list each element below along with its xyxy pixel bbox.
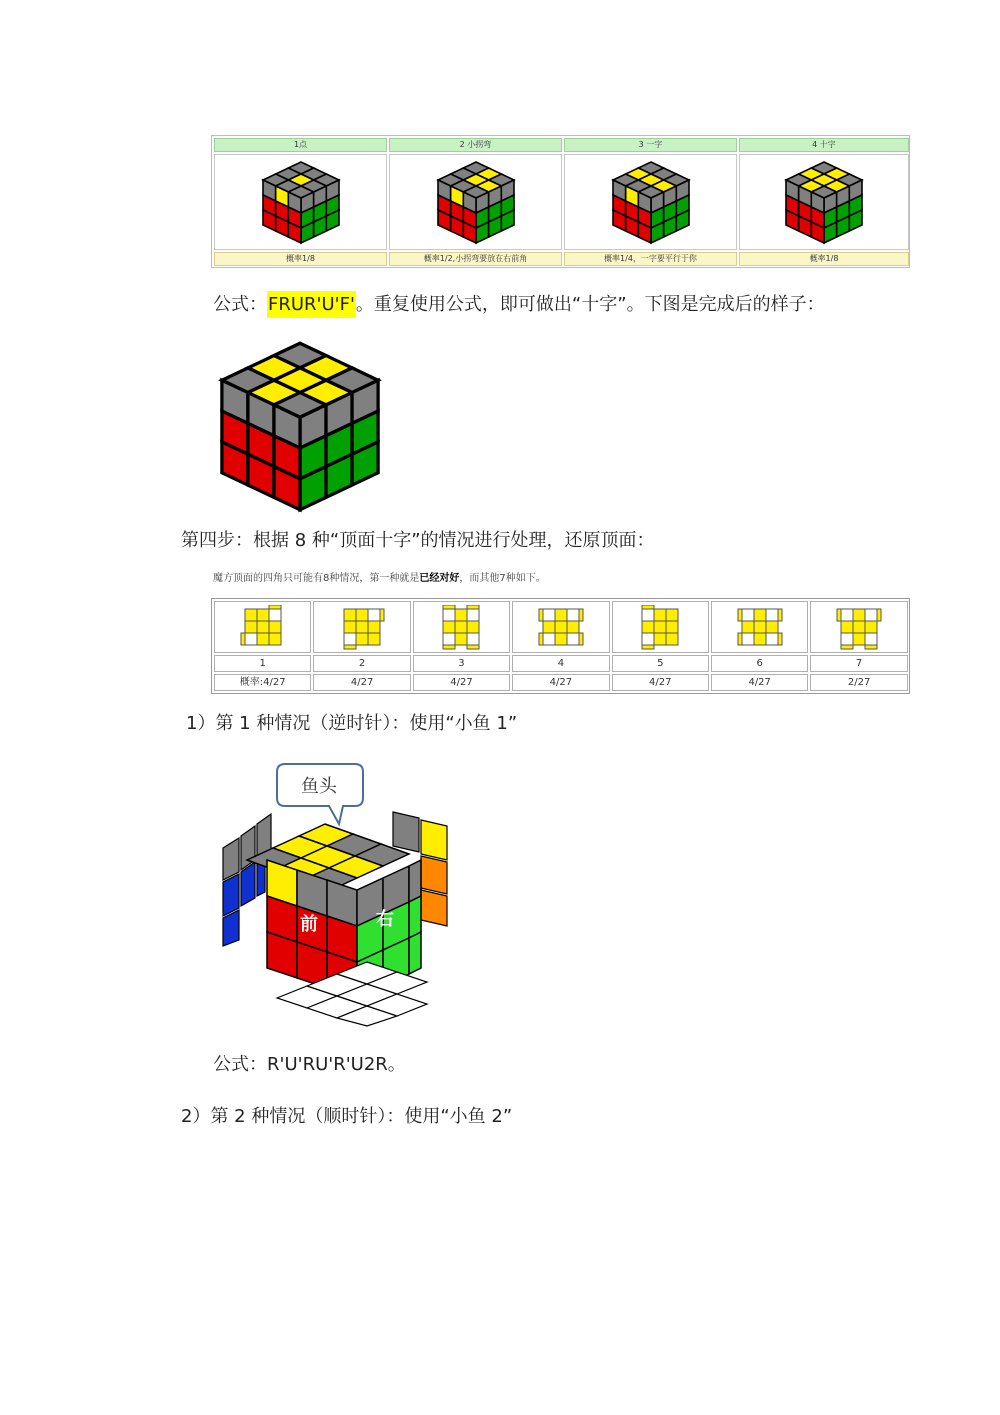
front-label: 前 bbox=[300, 914, 318, 935]
corner-case-number-2: 2 bbox=[313, 655, 410, 672]
corner-pattern-icon bbox=[437, 605, 485, 651]
bubble-label: 鱼头 bbox=[301, 776, 337, 797]
cube-line-icon bbox=[609, 158, 693, 248]
corner-pattern-icon bbox=[736, 605, 784, 651]
formula-highlight: FRUR'U'F' bbox=[267, 291, 356, 318]
corner-pattern-icon bbox=[835, 605, 883, 651]
formula-paragraph-2: 公式：R'U'RU'R'U2R。 bbox=[213, 1054, 406, 1075]
case-prob-3: 概率1/4，一字要平行于你 bbox=[564, 252, 737, 266]
case-header-3: 3 一字 bbox=[564, 138, 737, 152]
step-four-heading: 第四步：根据 8 种“顶面十字”的情况进行处理，还原顶面： bbox=[181, 530, 655, 551]
cube-l-shape-icon bbox=[434, 158, 518, 248]
corner-case-prob-4: 4/27 bbox=[512, 674, 609, 691]
corner-case-number-4: 4 bbox=[512, 655, 609, 672]
corner-case-number-3: 3 bbox=[413, 655, 510, 672]
case-header-2: 2 小拐弯 bbox=[389, 138, 562, 152]
case-two-heading: 2）第 2 种情况（顺时针）：使用“小鱼 2” bbox=[181, 1106, 513, 1127]
corner-case-image-3 bbox=[413, 601, 510, 653]
case-prob-4: 概率1/8 bbox=[739, 252, 909, 266]
case-prob-1: 概率1/8 bbox=[214, 252, 387, 266]
corner-case-image-5 bbox=[612, 601, 709, 653]
corner-case-prob-7: 2/27 bbox=[810, 674, 907, 691]
left-side-flap bbox=[223, 814, 271, 946]
cube-cross-icon bbox=[782, 158, 866, 248]
corner-case-image-1 bbox=[214, 601, 311, 653]
note-bold: 已经对好 bbox=[419, 573, 460, 584]
case-one-heading: 1）第 1 种情况（逆时针）：使用“小鱼 1” bbox=[186, 713, 518, 734]
formula-suffix: 。重复使用公式，即可做出“十字”。下图是完成后的样子： bbox=[355, 294, 825, 315]
note-suffix: ，而其他7种如下。 bbox=[459, 573, 546, 584]
corner-case-image-4 bbox=[512, 601, 609, 653]
corner-case-number-1: 1 bbox=[214, 655, 311, 672]
case-image-cell-2 bbox=[389, 154, 562, 250]
corner-case-prob-1: 概率:4/27 bbox=[214, 674, 311, 691]
case-image-cell-3 bbox=[564, 154, 737, 250]
corner-case-prob-6: 4/27 bbox=[711, 674, 808, 691]
corner-cases-table bbox=[211, 598, 910, 694]
cube-dot-icon bbox=[259, 158, 343, 248]
corner-case-prob-2: 4/27 bbox=[313, 674, 410, 691]
case-image-cell-1 bbox=[214, 154, 387, 250]
corner-case-image-2 bbox=[313, 601, 410, 653]
corner-case-image-7 bbox=[810, 601, 907, 653]
formula-prefix: 公式： bbox=[213, 294, 267, 315]
corner-pattern-icon bbox=[239, 605, 287, 651]
corner-cases-note bbox=[213, 572, 546, 586]
formula-paragraph-1 bbox=[213, 291, 825, 319]
right-label: 右 bbox=[376, 909, 394, 930]
corner-pattern-icon bbox=[338, 605, 386, 651]
corner-case-number-5: 5 bbox=[612, 655, 709, 672]
note-prefix: 魔方顶面的四角只可能有8种情况，第一种就是 bbox=[213, 573, 420, 584]
corner-case-prob-5: 4/27 bbox=[612, 674, 709, 691]
corner-case-prob-3: 4/27 bbox=[413, 674, 510, 691]
corner-pattern-icon bbox=[636, 605, 684, 651]
corner-pattern-icon bbox=[537, 605, 585, 651]
corner-case-image-6 bbox=[711, 601, 808, 653]
fish-head-bubble bbox=[277, 764, 363, 824]
top-cross-cases-table bbox=[211, 135, 910, 268]
case-prob-2: 概率1/2,小拐弯要放在右前角 bbox=[389, 252, 562, 266]
case-image-cell-4 bbox=[739, 154, 909, 250]
corner-case-number-7: 7 bbox=[810, 655, 907, 672]
case-header-1: 1点 bbox=[214, 138, 387, 152]
case-header-4: 4 十字 bbox=[739, 138, 909, 152]
corner-case-number-6: 6 bbox=[711, 655, 808, 672]
small-fish-cube-diagram bbox=[215, 760, 465, 1030]
completed-cross-cube-image bbox=[205, 335, 395, 520]
